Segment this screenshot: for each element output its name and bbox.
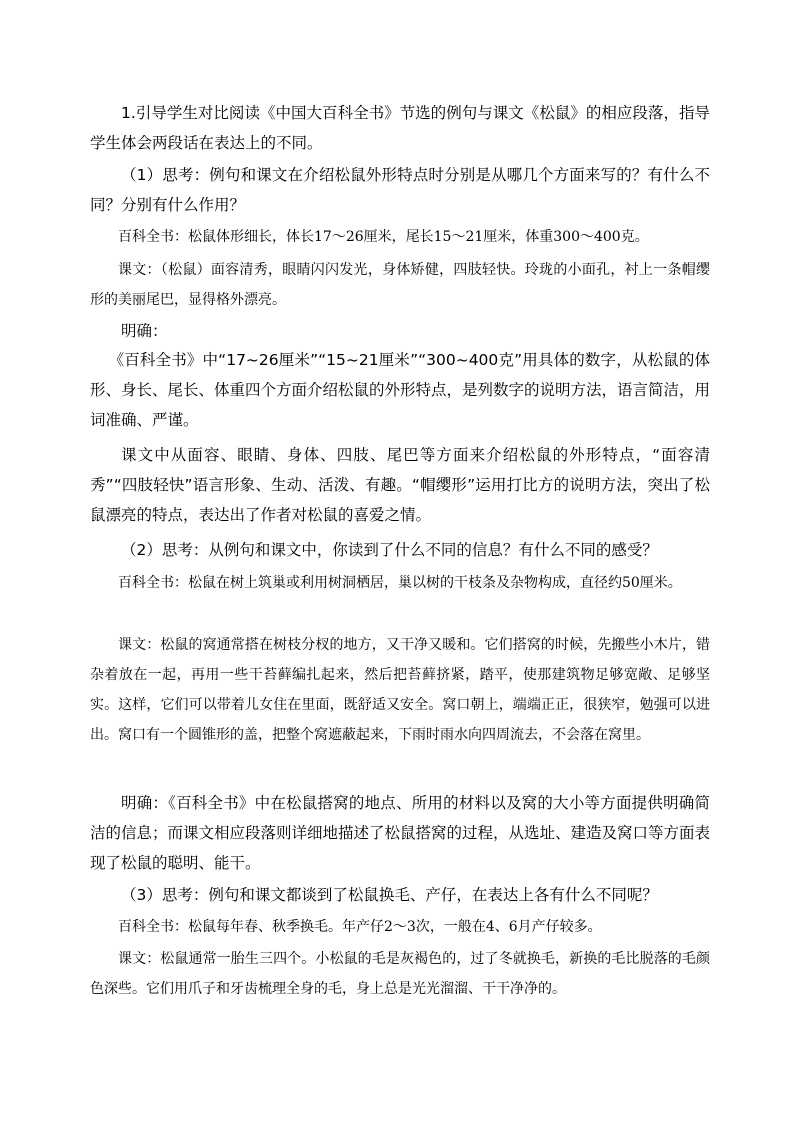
question-2: （2）思考：从例句和课文中，你读到了什么不同的信息？有什么不同的感受？ [121, 541, 658, 559]
q2-answer: 明确：《百科全书》中在松鼠搭窝的地点、所用的材料以及窝的大小等方面提供明确简洁的信息；而课文相应段落则详细地描述了松鼠搭窝的过程，从选址、建造及窝口等方面表现了松鼠的聪明、能干。 [90, 794, 711, 872]
q1-answer-paragraph-1: 《百科全书》中“17~26厘米”“15~21厘米”“300~400克”用具体的数字，从松鼠的体形、身长、尾长、体重四个方面介绍松鼠的外形特点，是列数字的说明方法，语言简洁，用词准确、严谨。 [90, 351, 711, 429]
q1-answer-paragraph-2: 课文中从面容、眼睛、身体、四肢、尾巴等方面来介绍松鼠的外形特点，“面容清秀”“四肢轻快”语言形象、生动、活泼、有趣。“帽缨形”运用打比方的说明方法，突出了松鼠漂亮的特点，表达出了作者对松鼠的喜爱之情。 [90, 446, 710, 524]
q1-encyclopedia-quote: 百科全书：松鼠体形细长，体长17～26厘米，尾长15～21厘米，体重300～400克。 [118, 229, 649, 245]
q2-text-quote: 课文：松鼠的窝通常搭在树枝分杈的地方，又干净又暖和。它们搭窝的时候，先搬些小木片，错杂着放在一起，再用一些干苔藓编扎起来，然后把苔藓挤紧，踏平，使那建筑物足够宽敞、足够坚实。这样，它们可以带着儿女住在里面，既舒适又安全。窝口朝上，端端正正，很狭窄，勉强可以进出。窝口有一个圆锥形的盖，把整个窝遮蔽起来，下雨时雨水向四周流去，不会落在窝里。 [90, 637, 710, 743]
question-1: （1）思考：例句和课文在介绍松鼠外形特点时分别是从哪几个方面来写的？有什么不同？分别有什么作用？ [90, 166, 710, 214]
q1-text-quote: 课文：（松鼠）面容清秀，眼睛闪闪发光，身体矫健，四肢轻快。玲珑的小面孔，衬上一条帽缨形的美丽尾巴，显得格外漂亮。 [90, 262, 710, 308]
question-3: （3）思考：例句和课文都谈到了松鼠换毛、产仔，在表达上各有什么不同呢？ [121, 886, 658, 904]
q3-text-quote: 课文：松鼠通常一胎生三四个。小松鼠的毛是灰褐色的，过了冬就换毛，新换的毛比脱落的毛颜色深些。它们用爪子和牙齿梳理全身的毛，身上总是光光溜溜、干干净净的。 [90, 951, 710, 997]
q1-answer-label: 明确： [121, 322, 168, 340]
intro-paragraph: 1.引导学生对比阅读《中国大百科全书》节选的例句与课文《松鼠》的相应段落，指导学生体会两段话在表达上的不同。 [90, 104, 710, 152]
q3-encyclopedia-quote: 百科全书：松鼠每年春、秋季换毛。年产仔2～3次，一般在4、6月产仔较多。 [118, 919, 602, 935]
q2-encyclopedia-quote: 百科全书：松鼠在树上筑巢或利用树洞栖居，巢以树的干枝条及杂物构成，直径约50厘米。 [118, 575, 682, 591]
